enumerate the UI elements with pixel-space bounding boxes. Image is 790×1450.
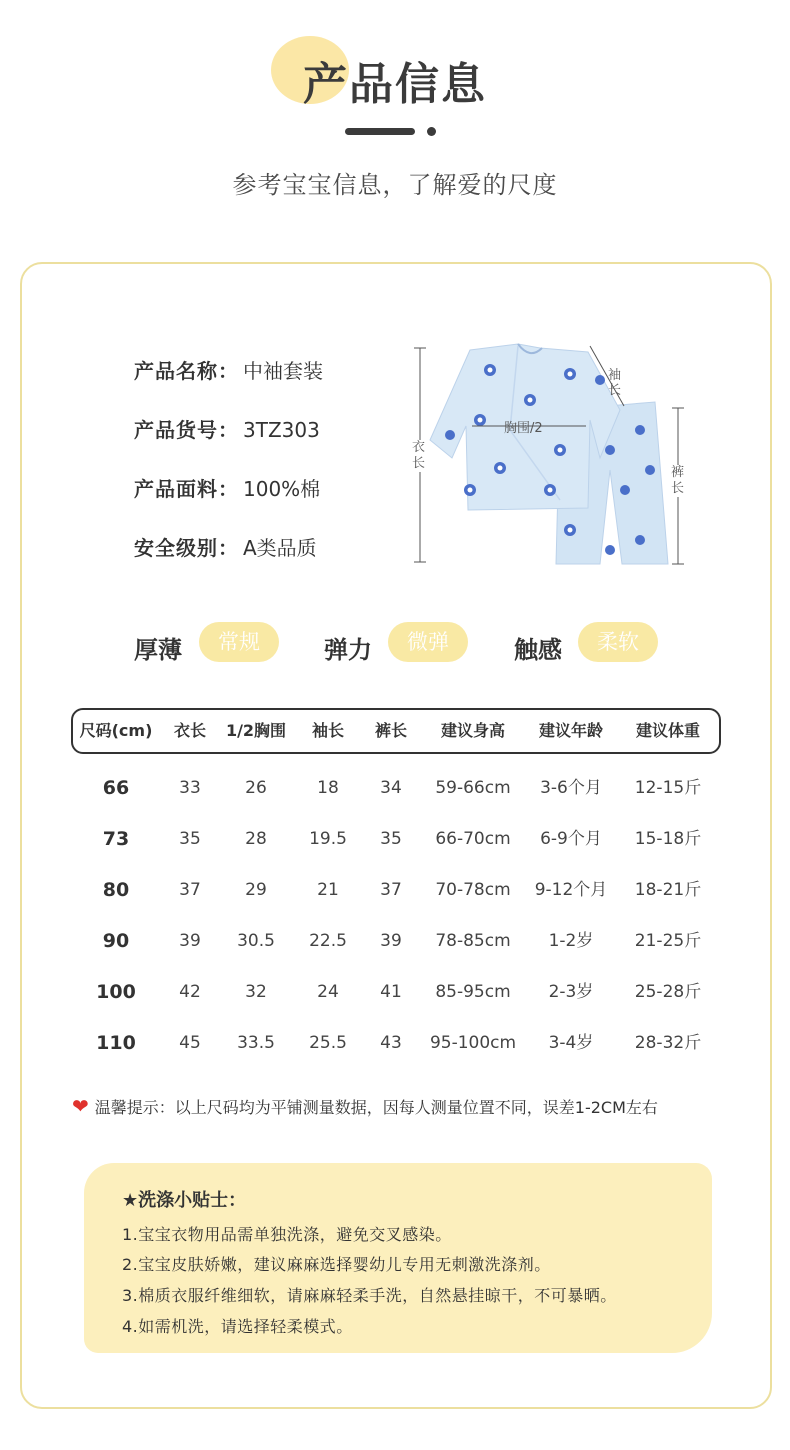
table-cell: 3-4岁 [548,1033,594,1053]
table-cell: 35 [179,829,201,849]
product-fabric-value: 100%棉 [243,477,321,501]
table-cell: 41 [380,982,402,1002]
table-cell: 95-100cm [429,1033,517,1053]
table-cell: 19.5 [309,829,347,849]
fabric-properties [0,620,790,670]
washing-tip-item: 2.宝宝皮肤娇嫩，建议麻麻选择婴幼儿专用无刺激洗涤剂。 [122,1255,551,1274]
table-cell: 33 [179,778,201,798]
table-cell: 34 [380,778,402,798]
thickness-badge: 常规 [199,622,279,662]
table-cell: 78-85cm [435,931,511,951]
column-header: 1/2胸围 [225,721,287,740]
table-cell: 6-9个月 [540,829,602,849]
heart-icon: ❤ [72,1094,89,1118]
size-cell: 73 [102,828,130,850]
product-safety-row [134,532,317,561]
table-cell: 18-21斤 [634,880,702,900]
table-cell: 15-18斤 [634,829,702,849]
table-cell: 12-15斤 [634,778,702,798]
size-cell: 66 [102,777,130,799]
table-cell: 1-2岁 [548,931,594,951]
washing-tips-title: ★洗涤小贴士： [122,1190,247,1211]
table-cell: 21 [317,880,339,900]
table-cell: 22.5 [309,931,347,951]
title-divider-dash [345,128,415,135]
table-cell: 30.5 [237,931,275,951]
table-cell: 39 [179,931,201,951]
measurement-tip [72,1094,658,1118]
table-cell: 28 [245,829,267,849]
elasticity-label: 弹力 [324,636,372,664]
product-name-label: 产品名称： [134,359,239,383]
product-safety-value: A类品质 [243,536,317,560]
header [0,30,790,120]
table-cell: 2-3岁 [548,982,594,1002]
thickness-label: 厚薄 [134,636,182,664]
product-fabric-label: 产品面料： [134,477,239,501]
table-cell: 70-78cm [435,880,511,900]
table-cell: 3-6个月 [540,778,602,798]
table-cell: 39 [380,931,402,951]
table-cell: 85-95cm [435,982,511,1002]
size-cell: 110 [96,1032,136,1054]
garment-illustration [410,340,710,572]
washing-tip-item: 4.如需机洗，请选择轻柔模式。 [122,1317,353,1336]
table-cell: 32 [245,982,267,1002]
product-name-value: 中袖套装 [243,359,323,383]
table-cell: 28-32斤 [634,1033,702,1053]
touch-badge: 柔软 [578,622,658,662]
column-header: 袖长 [311,721,344,740]
product-safety-label: 安全级别： [134,536,239,560]
sleeve-label: 袖长 [608,368,622,398]
product-code-label: 产品货号： [134,418,239,442]
tip-text: 温馨提示：以上尺码均为平铺测量数据，因每人测量位置不同，误差1-2CM左右 [94,1098,658,1117]
body-length-label: 衣长 [412,440,428,472]
elasticity-badge: 微弹 [388,622,468,662]
size-cell: 80 [102,879,130,901]
table-cell: 35 [380,829,402,849]
product-code-value: 3TZ303 [243,418,320,442]
washing-tip-item: 3.棉质衣服纤维细软，请麻麻轻柔手洗，自然悬挂晾干，不可暴晒。 [122,1286,617,1305]
table-cell: 45 [179,1033,201,1053]
table-cell: 66-70cm [435,829,511,849]
size-cell: 100 [96,981,136,1003]
table-cell: 43 [380,1033,402,1053]
table-cell: 37 [380,880,402,900]
table-cell: 25.5 [309,1033,347,1053]
product-fabric-row [134,473,320,502]
washing-tip-item: 1.宝宝衣物用品需单独洗涤，避免交叉感染。 [122,1225,452,1244]
chest-label: 胸围/2 [504,421,543,436]
product-name-row [134,355,323,384]
table-cell: 42 [179,982,201,1002]
table-cell: 29 [245,880,267,900]
pajama-set-image [410,340,710,572]
product-code-row [134,414,320,443]
column-header: 尺码(cm) [79,721,153,740]
title-divider-dot [427,127,436,136]
column-header: 建议年龄 [538,721,603,740]
table-cell: 25-28斤 [634,982,702,1002]
page-subtitle: 参考宝宝信息，了解爱的尺度 [232,171,558,199]
page-title: 产品信息 [303,59,487,110]
column-header: 裤长 [374,721,407,740]
table-cell: 59-66cm [435,778,511,798]
table-cell: 26 [245,778,267,798]
table-cell: 18 [317,778,339,798]
table-cell: 37 [179,880,201,900]
column-header: 建议身高 [440,721,505,740]
size-cell: 90 [102,930,130,952]
column-header: 衣长 [173,721,206,740]
table-cell: 9-12个月 [534,880,608,900]
pants-length-label: 裤长 [671,465,685,496]
table-cell: 24 [317,982,339,1002]
table-cell: 33.5 [237,1033,275,1053]
touch-label: 触感 [514,636,562,664]
column-header: 建议体重 [635,721,700,740]
table-cell: 21-25斤 [634,931,702,951]
